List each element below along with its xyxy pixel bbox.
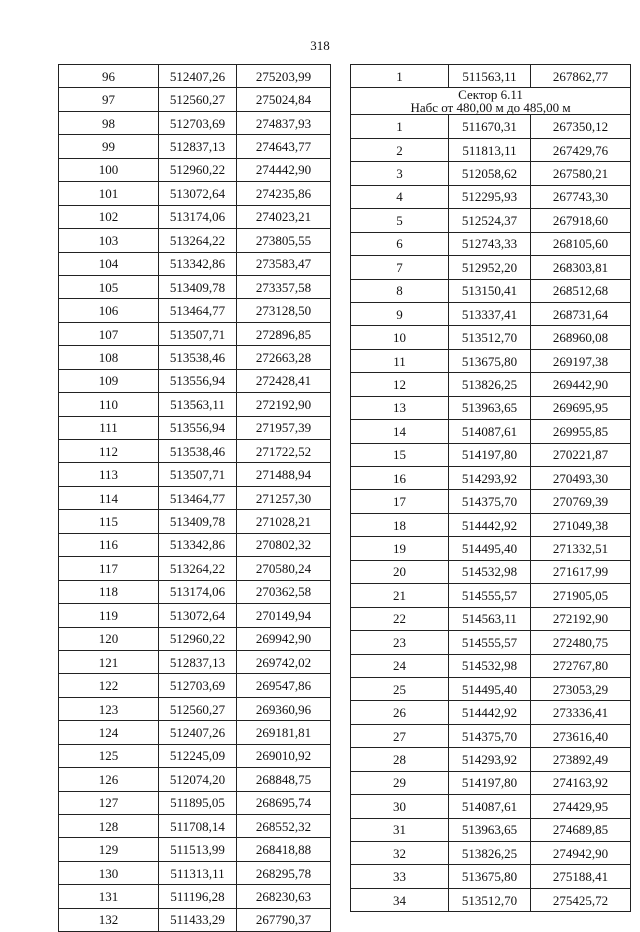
point-number-cell: 116: [59, 533, 159, 556]
table-row: [351, 326, 631, 349]
table-row: [59, 650, 331, 673]
table-row: [351, 795, 631, 818]
y-coordinate-cell: 269181,81: [237, 721, 331, 744]
point-number-cell: 118: [59, 580, 159, 603]
point-number-cell: 131: [59, 885, 159, 908]
table-row: [351, 256, 631, 279]
point-number-cell: 10: [351, 326, 449, 349]
coordinates-table-left: [58, 64, 331, 932]
point-number-cell: 16: [351, 467, 449, 490]
y-coordinate-cell: 268848,75: [237, 768, 331, 791]
y-coordinate-cell: 269955,85: [531, 420, 631, 443]
x-coordinate-cell: 512960,22: [159, 158, 237, 181]
point-number-cell: 32: [351, 842, 449, 865]
y-coordinate-cell: 274023,21: [237, 205, 331, 228]
point-number-cell: 8: [351, 279, 449, 302]
x-coordinate-cell: 511895,05: [159, 791, 237, 814]
point-number-cell: 4: [351, 185, 449, 208]
x-coordinate-cell: 512560,27: [159, 697, 237, 720]
x-coordinate-cell: 512407,26: [159, 65, 237, 88]
table-row: [59, 440, 331, 463]
point-number-cell: 30: [351, 795, 449, 818]
y-coordinate-cell: 270362,58: [237, 580, 331, 603]
y-coordinate-cell: 271488,94: [237, 463, 331, 486]
point-number-cell: 98: [59, 111, 159, 134]
x-coordinate-cell: 511313,11: [159, 861, 237, 884]
table-row: [59, 861, 331, 884]
point-number-cell: 13: [351, 396, 449, 419]
x-coordinate-cell: 513507,71: [159, 463, 237, 486]
x-coordinate-cell: 513538,46: [159, 346, 237, 369]
x-coordinate-cell: 513072,64: [159, 182, 237, 205]
point-number-cell: 9: [351, 302, 449, 325]
point-number-cell: 111: [59, 416, 159, 439]
table-row: [59, 111, 331, 134]
y-coordinate-cell: 267918,60: [531, 209, 631, 232]
y-coordinate-cell: 271257,30: [237, 486, 331, 509]
table-row: [59, 158, 331, 181]
point-number-cell: 34: [351, 888, 449, 911]
y-coordinate-cell: 268418,88: [237, 838, 331, 861]
point-number-cell: 127: [59, 791, 159, 814]
point-number-cell: 97: [59, 88, 159, 111]
table-row: [351, 701, 631, 724]
table-row: [351, 490, 631, 513]
x-coordinate-cell: 513409,78: [159, 510, 237, 533]
point-number-cell: 29: [351, 771, 449, 794]
x-coordinate-cell: 512058,62: [449, 162, 531, 185]
x-coordinate-cell: 512074,20: [159, 768, 237, 791]
point-number-cell: 100: [59, 158, 159, 181]
point-number-cell: 114: [59, 486, 159, 509]
y-coordinate-cell: 272480,75: [531, 631, 631, 654]
x-coordinate-cell: 512407,26: [159, 721, 237, 744]
y-coordinate-cell: 270493,30: [531, 467, 631, 490]
table-row: [59, 838, 331, 861]
x-coordinate-cell: 514495,40: [449, 537, 531, 560]
y-coordinate-cell: 273805,55: [237, 229, 331, 252]
table-row: [351, 513, 631, 536]
table-row: [351, 771, 631, 794]
table-row: [59, 768, 331, 791]
table-row: [351, 748, 631, 771]
table-row: [351, 185, 631, 208]
table-row: [59, 627, 331, 650]
y-coordinate-cell: 275188,41: [531, 865, 631, 888]
x-coordinate-cell: 513342,86: [159, 533, 237, 556]
x-coordinate-cell: 513342,86: [159, 252, 237, 275]
y-coordinate-cell: 271049,38: [531, 513, 631, 536]
point-number-cell: 104: [59, 252, 159, 275]
y-coordinate-cell: 275203,99: [237, 65, 331, 88]
x-coordinate-cell: 513512,70: [449, 888, 531, 911]
x-coordinate-cell: 514293,92: [449, 467, 531, 490]
y-coordinate-cell: 271722,52: [237, 440, 331, 463]
point-number-cell: 24: [351, 654, 449, 677]
y-coordinate-cell: 270580,24: [237, 557, 331, 580]
table-row: [59, 299, 331, 322]
point-number-cell: 119: [59, 604, 159, 627]
sector-header-cell: [351, 88, 631, 115]
point-number-cell: 102: [59, 205, 159, 228]
x-coordinate-cell: 513556,94: [159, 416, 237, 439]
x-coordinate-cell: 512837,13: [159, 135, 237, 158]
point-number-cell: 23: [351, 631, 449, 654]
point-number-cell: 17: [351, 490, 449, 513]
table-row: [351, 279, 631, 302]
table-row: [351, 443, 631, 466]
table-row: [351, 138, 631, 161]
x-coordinate-cell: 513174,06: [159, 205, 237, 228]
table-row: [351, 420, 631, 443]
y-coordinate-cell: 267350,12: [531, 115, 631, 138]
table-row: [59, 815, 331, 838]
x-coordinate-cell: 513072,64: [159, 604, 237, 627]
y-coordinate-cell: 275024,84: [237, 88, 331, 111]
y-coordinate-cell: 273357,58: [237, 275, 331, 298]
point-number-cell: 113: [59, 463, 159, 486]
y-coordinate-cell: 269360,96: [237, 697, 331, 720]
y-coordinate-cell: 274837,93: [237, 111, 331, 134]
point-number-cell: 7: [351, 256, 449, 279]
table-row: [59, 580, 331, 603]
point-number-cell: 22: [351, 607, 449, 630]
x-coordinate-cell: 514495,40: [449, 677, 531, 700]
sector-subtitle: Набс от 480,00 м до 485,00 м: [410, 100, 571, 116]
table-row: [351, 888, 631, 911]
point-number-cell: 99: [59, 135, 159, 158]
point-number-cell: 31: [351, 818, 449, 841]
point-number-cell: 120: [59, 627, 159, 650]
y-coordinate-cell: 274689,85: [531, 818, 631, 841]
x-coordinate-cell: 512743,33: [449, 232, 531, 255]
x-coordinate-cell: 511708,14: [159, 815, 237, 838]
x-coordinate-cell: 513556,94: [159, 369, 237, 392]
y-coordinate-cell: 272428,41: [237, 369, 331, 392]
table-row: [59, 744, 331, 767]
y-coordinate-cell: 269442,90: [531, 373, 631, 396]
y-coordinate-cell: 270221,87: [531, 443, 631, 466]
y-coordinate-cell: 271617,99: [531, 560, 631, 583]
table-row: [59, 135, 331, 158]
table-row: [351, 65, 631, 88]
table-row: [59, 885, 331, 908]
x-coordinate-cell: 511670,31: [449, 115, 531, 138]
y-coordinate-cell: 273128,50: [237, 299, 331, 322]
point-number-cell: 19: [351, 537, 449, 560]
table-row: [351, 842, 631, 865]
x-coordinate-cell: 514532,98: [449, 560, 531, 583]
point-number-cell: 15: [351, 443, 449, 466]
table-row: [59, 908, 331, 931]
y-coordinate-cell: 274163,92: [531, 771, 631, 794]
table-row: [59, 346, 331, 369]
y-coordinate-cell: 270769,39: [531, 490, 631, 513]
point-number-cell: 11: [351, 349, 449, 372]
point-number-cell: 121: [59, 650, 159, 673]
table-row: [59, 322, 331, 345]
x-coordinate-cell: 514532,98: [449, 654, 531, 677]
point-number-cell: 14: [351, 420, 449, 443]
y-coordinate-cell: 269742,02: [237, 650, 331, 673]
table-row: [59, 791, 331, 814]
point-number-cell: 1: [351, 65, 449, 88]
table-row: [351, 677, 631, 700]
sector-title: Сектор 6.11: [458, 87, 523, 103]
y-coordinate-cell: 274235,86: [237, 182, 331, 205]
point-number-cell: 124: [59, 721, 159, 744]
x-coordinate-cell: 513507,71: [159, 322, 237, 345]
y-coordinate-cell: 267790,37: [237, 908, 331, 931]
x-coordinate-cell: 514442,92: [449, 701, 531, 724]
point-number-cell: 26: [351, 701, 449, 724]
point-number-cell: 112: [59, 440, 159, 463]
y-coordinate-cell: 268295,78: [237, 861, 331, 884]
point-number-cell: 128: [59, 815, 159, 838]
y-coordinate-cell: 273892,49: [531, 748, 631, 771]
y-coordinate-cell: 269010,92: [237, 744, 331, 767]
table-row: [351, 631, 631, 654]
y-coordinate-cell: 268695,74: [237, 791, 331, 814]
table-row: [59, 533, 331, 556]
table-row: [351, 560, 631, 583]
point-number-cell: 105: [59, 275, 159, 298]
y-coordinate-cell: 273583,47: [237, 252, 331, 275]
x-coordinate-cell: 513150,41: [449, 279, 531, 302]
x-coordinate-cell: 511563,11: [449, 65, 531, 88]
table-row: [59, 393, 331, 416]
x-coordinate-cell: 512560,27: [159, 88, 237, 111]
x-coordinate-cell: 514293,92: [449, 748, 531, 771]
x-coordinate-cell: 513963,65: [449, 818, 531, 841]
table-row: [351, 467, 631, 490]
y-coordinate-cell: 270802,32: [237, 533, 331, 556]
y-coordinate-cell: 274643,77: [237, 135, 331, 158]
y-coordinate-cell: 271905,05: [531, 584, 631, 607]
point-number-cell: 20: [351, 560, 449, 583]
y-coordinate-cell: 274429,95: [531, 795, 631, 818]
table-row: [59, 275, 331, 298]
table-row: [59, 369, 331, 392]
point-number-cell: 101: [59, 182, 159, 205]
x-coordinate-cell: 512524,37: [449, 209, 531, 232]
x-coordinate-cell: 513512,70: [449, 326, 531, 349]
x-coordinate-cell: 514197,80: [449, 443, 531, 466]
x-coordinate-cell: 513464,77: [159, 486, 237, 509]
table-row: [351, 607, 631, 630]
y-coordinate-cell: 267862,77: [531, 65, 631, 88]
x-coordinate-cell: 511813,11: [449, 138, 531, 161]
x-coordinate-cell: 511513,99: [159, 838, 237, 861]
y-coordinate-cell: 270149,94: [237, 604, 331, 627]
x-coordinate-cell: 511196,28: [159, 885, 237, 908]
y-coordinate-cell: 274442,90: [237, 158, 331, 181]
point-number-cell: 107: [59, 322, 159, 345]
point-number-cell: 1: [351, 115, 449, 138]
point-number-cell: 130: [59, 861, 159, 884]
page-number: 318: [310, 38, 330, 53]
x-coordinate-cell: 513826,25: [449, 373, 531, 396]
table-row: [59, 674, 331, 697]
y-coordinate-cell: 272767,80: [531, 654, 631, 677]
table-row: [351, 349, 631, 372]
x-coordinate-cell: 513675,80: [449, 865, 531, 888]
x-coordinate-cell: 513264,22: [159, 229, 237, 252]
point-number-cell: 18: [351, 513, 449, 536]
x-coordinate-cell: 513174,06: [159, 580, 237, 603]
table-row: [59, 463, 331, 486]
y-coordinate-cell: 271957,39: [237, 416, 331, 439]
x-coordinate-cell: 513675,80: [449, 349, 531, 372]
y-coordinate-cell: 271332,51: [531, 537, 631, 560]
table-row: [59, 416, 331, 439]
point-number-cell: 6: [351, 232, 449, 255]
y-coordinate-cell: 273053,29: [531, 677, 631, 700]
table-row: [351, 537, 631, 560]
x-coordinate-cell: 512295,93: [449, 185, 531, 208]
table-row: [351, 724, 631, 747]
y-coordinate-cell: 272663,28: [237, 346, 331, 369]
x-coordinate-cell: 512703,69: [159, 674, 237, 697]
point-number-cell: 96: [59, 65, 159, 88]
table-row: [59, 721, 331, 744]
point-number-cell: 125: [59, 744, 159, 767]
y-coordinate-cell: 268303,81: [531, 256, 631, 279]
x-coordinate-cell: 514087,61: [449, 795, 531, 818]
point-number-cell: 115: [59, 510, 159, 533]
point-number-cell: 126: [59, 768, 159, 791]
x-coordinate-cell: 512703,69: [159, 111, 237, 134]
x-coordinate-cell: 513538,46: [159, 440, 237, 463]
table-row: [59, 182, 331, 205]
y-coordinate-cell: 269197,38: [531, 349, 631, 372]
point-number-cell: 27: [351, 724, 449, 747]
table-row: [351, 818, 631, 841]
point-number-cell: 132: [59, 908, 159, 931]
x-coordinate-cell: 512960,22: [159, 627, 237, 650]
y-coordinate-cell: 273336,41: [531, 701, 631, 724]
x-coordinate-cell: 513264,22: [159, 557, 237, 580]
table-row: [351, 584, 631, 607]
table-row: [59, 697, 331, 720]
point-number-cell: 123: [59, 697, 159, 720]
table-row: [59, 252, 331, 275]
table-row: [351, 396, 631, 419]
y-coordinate-cell: 268731,64: [531, 302, 631, 325]
table-row: [59, 229, 331, 252]
table-row: [351, 162, 631, 185]
table-row: [351, 209, 631, 232]
table-row: [351, 115, 631, 138]
point-number-cell: 106: [59, 299, 159, 322]
x-coordinate-cell: 514555,57: [449, 584, 531, 607]
y-coordinate-cell: 268230,63: [237, 885, 331, 908]
y-coordinate-cell: 269547,86: [237, 674, 331, 697]
point-number-cell: 5: [351, 209, 449, 232]
x-coordinate-cell: 513963,65: [449, 396, 531, 419]
table-row: [59, 557, 331, 580]
x-coordinate-cell: 513826,25: [449, 842, 531, 865]
x-coordinate-cell: 512952,20: [449, 256, 531, 279]
x-coordinate-cell: 514555,57: [449, 631, 531, 654]
table-row: [351, 373, 631, 396]
x-coordinate-cell: 511433,29: [159, 908, 237, 931]
table-row: [351, 302, 631, 325]
point-number-cell: 103: [59, 229, 159, 252]
point-number-cell: 2: [351, 138, 449, 161]
table-row: [59, 486, 331, 509]
point-number-cell: 108: [59, 346, 159, 369]
y-coordinate-cell: 268960,08: [531, 326, 631, 349]
point-number-cell: 129: [59, 838, 159, 861]
x-coordinate-cell: 512245,09: [159, 744, 237, 767]
y-coordinate-cell: 267580,21: [531, 162, 631, 185]
y-coordinate-cell: 268512,68: [531, 279, 631, 302]
y-coordinate-cell: 268552,32: [237, 815, 331, 838]
x-coordinate-cell: 514375,70: [449, 724, 531, 747]
y-coordinate-cell: 272896,85: [237, 322, 331, 345]
table-row: [59, 205, 331, 228]
x-coordinate-cell: 513563,11: [159, 393, 237, 416]
x-coordinate-cell: 513464,77: [159, 299, 237, 322]
x-coordinate-cell: 513337,41: [449, 302, 531, 325]
point-number-cell: 117: [59, 557, 159, 580]
y-coordinate-cell: 274942,90: [531, 842, 631, 865]
y-coordinate-cell: 269695,95: [531, 396, 631, 419]
point-number-cell: 122: [59, 674, 159, 697]
x-coordinate-cell: 514442,92: [449, 513, 531, 536]
point-number-cell: 21: [351, 584, 449, 607]
table-row: [351, 654, 631, 677]
y-coordinate-cell: 272192,90: [531, 607, 631, 630]
table-row: [59, 510, 331, 533]
table-row: [59, 88, 331, 111]
table-row: [59, 65, 331, 88]
y-coordinate-cell: 267743,30: [531, 185, 631, 208]
y-coordinate-cell: 267429,76: [531, 138, 631, 161]
point-number-cell: 110: [59, 393, 159, 416]
x-coordinate-cell: 514197,80: [449, 771, 531, 794]
table-row: [59, 604, 331, 627]
x-coordinate-cell: 514087,61: [449, 420, 531, 443]
y-coordinate-cell: 269942,90: [237, 627, 331, 650]
x-coordinate-cell: 512837,13: [159, 650, 237, 673]
point-number-cell: 33: [351, 865, 449, 888]
x-coordinate-cell: 513409,78: [159, 275, 237, 298]
table-row: [351, 232, 631, 255]
x-coordinate-cell: 514375,70: [449, 490, 531, 513]
point-number-cell: 25: [351, 677, 449, 700]
coordinates-table-right: [350, 64, 631, 912]
y-coordinate-cell: 275425,72: [531, 888, 631, 911]
y-coordinate-cell: 271028,21: [237, 510, 331, 533]
point-number-cell: 3: [351, 162, 449, 185]
point-number-cell: 12: [351, 373, 449, 396]
y-coordinate-cell: 272192,90: [237, 393, 331, 416]
point-number-cell: 109: [59, 369, 159, 392]
point-number-cell: 28: [351, 748, 449, 771]
y-coordinate-cell: 273616,40: [531, 724, 631, 747]
y-coordinate-cell: 268105,60: [531, 232, 631, 255]
table-row: [351, 865, 631, 888]
x-coordinate-cell: 514563,11: [449, 607, 531, 630]
